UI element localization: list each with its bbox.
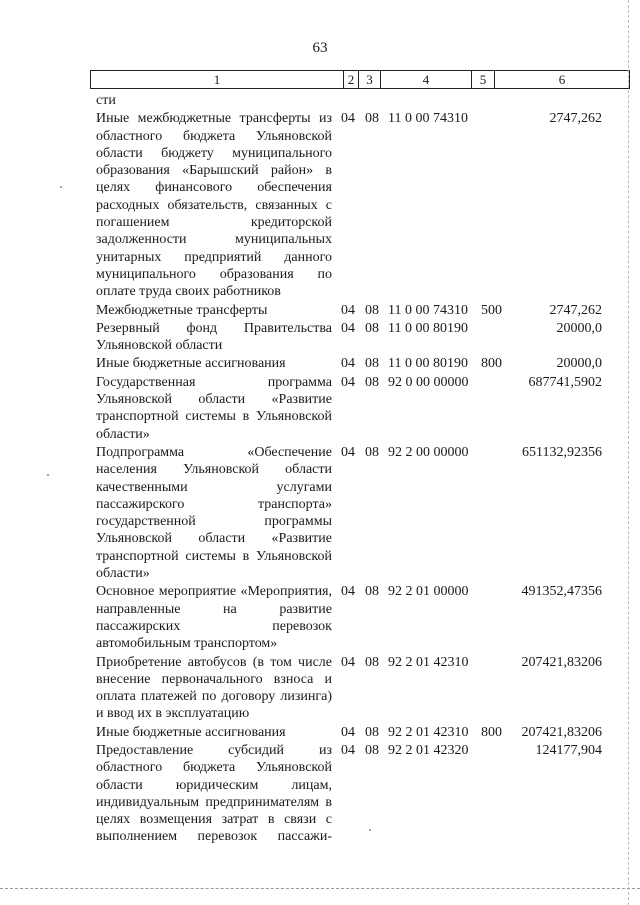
row-target-article: 92 2 01 42310 [388,724,469,740]
table-row [0,583,640,652]
header-col-5: 5 [471,71,494,88]
row-subsection: 08 [365,302,379,318]
row-target-article: 92 0 00 00000 [388,374,469,390]
row-subsection: 08 [365,742,379,758]
row-expense-type: 500 [481,302,502,318]
row-target-article: 92 2 01 42310 [388,654,469,670]
row-subsection: 08 [365,724,379,740]
row-amount: 20000,0 [556,320,602,336]
row-target-article: 11 0 00 74310 [388,302,468,318]
row-amount: 20000,0 [556,356,602,372]
row-description: Иные бюджетные ассигнования [96,356,286,372]
table-body [0,92,640,847]
row-target-article: 92 2 00 00000 [388,444,469,460]
row-amount: 2747,262 [549,302,602,318]
row-description: Предоставление субсидий из областного бюджета Ульяновской области юридическим лицам, индивидуальным предпринимателям в целях возмещения затрат в связи с выполнением перевозок пассажи- [96,742,332,845]
row-section: 04 [341,302,355,318]
row-subsection: 08 [365,584,379,600]
header-col-2: 2 [343,71,358,88]
row-section: 04 [341,320,355,336]
row-amount: 651132,92356 [522,444,602,460]
row-subsection: 08 [365,374,379,390]
header-col-4: 4 [380,71,471,88]
scan-speck [47,474,49,476]
row-section: 04 [341,356,355,372]
row-description: Основное мероприятие «Мероприятия, направленные на развитие пассажирских перевозок автомобильным транспортом» [96,584,332,652]
row-subsection: 08 [365,444,379,460]
header-col-6: 6 [494,71,629,88]
row-amount: 491352,47356 [521,584,602,600]
table-row [0,654,640,723]
table-row [0,374,640,443]
table-row [0,444,640,582]
row-section: 04 [341,742,355,758]
row-description: Иные бюджетные ассигнования [96,724,286,740]
table-row [0,724,640,741]
row-description: Резервный фонд Правительства Ульяновской области [96,320,332,354]
row-amount: 2747,262 [549,111,602,127]
row-section: 04 [341,444,355,460]
row-target-article: 11 0 00 80190 [388,320,468,336]
table-header [90,70,630,89]
header-col-3: 3 [358,71,380,88]
table-row [0,92,640,109]
table-row [0,110,640,300]
row-description: сти [96,93,116,108]
row-section: 04 [341,111,355,127]
table-row [0,302,640,319]
row-description: Приобретение автобусов (в том числе внесение первоначального взноса и оплата платежей по договору лизинга) и ввод их в эксплуатацию [96,654,332,722]
row-section: 04 [341,584,355,600]
row-amount: 207421,83206 [521,724,602,740]
row-target-article: 11 0 00 74310 [388,111,468,127]
table-row [0,742,640,846]
row-description: Государственная программа Ульяновской области «Развитие транспортной системы в Ульяновской области» [96,374,332,442]
row-target-article: 92 2 01 00000 [388,584,469,600]
scan-speck [60,186,62,188]
row-amount: 124177,904 [535,742,602,758]
row-amount: 207421,83206 [521,654,602,670]
table-row [0,355,640,372]
row-target-article: 92 2 01 42320 [388,742,469,758]
row-subsection: 08 [365,320,379,336]
row-section: 04 [341,654,355,670]
row-section: 04 [341,374,355,390]
bottom-scan-rule [0,888,640,889]
row-subsection: 08 [365,356,379,372]
row-description: Иные межбюджетные трансферты из областного бюджета Ульяновской области бюджету муниципального образования «Барышский район» в целях финансового обеспечения расходных обязательств, связанных с погашением кредиторской задолженности муниципальных унитарных предприятий данного муниципального образования по оплате труда своих работников [96,111,332,300]
right-scan-rule [628,0,629,905]
row-description: Подпрограмма «Обеспечение населения Ульяновской области качественными услугами пассажирского транспорта» государственной программы Ульяновской области «Развитие транспортной системы в Ульяновской области» [96,444,332,582]
row-description: Межбюджетные трансферты [96,302,268,318]
page-number: 63 [312,40,328,56]
header-col-1: 1 [213,72,221,87]
table-row [0,320,640,355]
row-expense-type: 800 [481,356,502,372]
row-section: 04 [341,724,355,740]
row-amount: 687741,5902 [528,374,602,390]
row-expense-type: 800 [481,724,502,740]
row-target-article: 11 0 00 80190 [388,356,468,372]
scan-speck [369,829,371,831]
row-subsection: 08 [365,111,379,127]
row-subsection: 08 [365,654,379,670]
